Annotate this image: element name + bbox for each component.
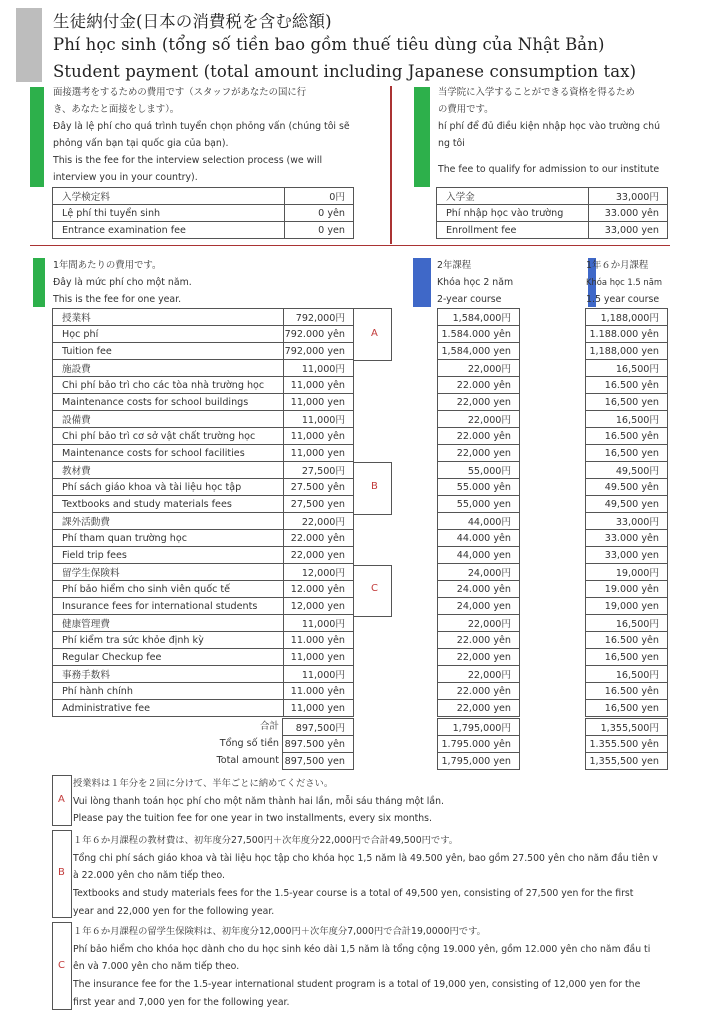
fifteen-year-fee-table: [585, 308, 668, 717]
fee-value-one-year: 27.500 yên: [284, 479, 354, 496]
annual-accent-bar: [33, 258, 45, 307]
fee-value-two-year: 24,000 yen: [438, 598, 520, 615]
table-row: [53, 700, 354, 717]
fee-value-one-year: 792.000 yên: [284, 326, 354, 343]
table-row: [438, 513, 520, 530]
table-row: [586, 479, 668, 496]
fee-label: Entrance examination fee: [53, 222, 285, 239]
fee-label: Field trip fees: [53, 547, 284, 564]
table-row: [438, 632, 520, 649]
table-row: [438, 683, 520, 700]
table-row: [438, 309, 520, 326]
table-row: [438, 462, 520, 479]
table-row: [438, 326, 520, 343]
fee-label: Học phí: [53, 326, 284, 343]
interview-line: き、あなたと面接をします）。: [53, 104, 180, 115]
fee-value-one-year: 27,500円: [284, 462, 354, 479]
fee-label: Chi phí bảo trì cơ sở vật chất trường học: [53, 428, 284, 445]
fee-value: 0 yên: [285, 205, 354, 222]
note-b: [73, 832, 658, 920]
table-row: [586, 666, 668, 683]
fee-value-fifteen-year: 33,000 yen: [586, 547, 668, 564]
fee-value-fifteen-year: 16.500 yên: [586, 683, 668, 700]
fee-value-one-year: 11,000 yen: [284, 700, 354, 717]
annual-line: This is the fee for one year.: [53, 294, 182, 305]
totals-2yr-table: [437, 718, 520, 770]
annual-line: Đây là mức phí cho một năm.: [53, 277, 192, 288]
note-line: Vui lòng thanh toán học phí cho một năm thành hai lần, mỗi sáu tháng một lần.: [73, 795, 444, 807]
note-line: 授業料は１年分を２回に分けて、半年ごとに納めてください。: [73, 778, 334, 789]
table-row: [53, 479, 354, 496]
fee-value-two-year: 44.000 yên: [438, 530, 520, 547]
total-value-fifteen-year: 1,355,500 yen: [586, 753, 668, 770]
note-line: １年６か月課程の教材費は、初年度分27,500円＋次年度分22,000円で合計49,500円です。: [73, 835, 459, 846]
fee-value-two-year: 1,584,000 yen: [438, 343, 520, 360]
fee-value-fifteen-year: 1.188.000 yên: [586, 326, 668, 343]
fee-label: 入学検定料: [53, 188, 285, 205]
table-row: [438, 736, 520, 753]
table-row: [438, 581, 520, 598]
interview-line: Đây là lệ phí cho quá trình tuyển chọn phỏng vấn (chúng tôi sẽ: [53, 121, 350, 132]
course-15yr-line: 1年６か月課程: [586, 260, 649, 271]
fee-label: Enrollment fee: [437, 222, 589, 239]
fee-value-fifteen-year: 16,500円: [586, 615, 668, 632]
course-2yr-line: 2年課程: [437, 260, 472, 271]
course-2yr-accent-bar: [413, 258, 431, 307]
total-label: Total amount: [216, 755, 279, 766]
note-line: first year and 7,000 yen for the following year.: [73, 996, 290, 1008]
interview-accent-bar: [30, 87, 44, 187]
fee-value-two-year: 22,000円: [438, 411, 520, 428]
interview-line: interview you in your country).: [53, 172, 198, 183]
course-15yr-line: Khóa học 1.5 năm: [586, 277, 662, 287]
note-c: [73, 923, 650, 1011]
table-row: [586, 394, 668, 411]
admission-line: 当学院に入学することができる資格を得るため: [438, 87, 635, 98]
fee-value-fifteen-year: 49.500 yên: [586, 479, 668, 496]
table-row: [586, 377, 668, 394]
note-line: ên và 7.000 yên cho năm tiếp theo.: [73, 961, 240, 973]
table-row: [438, 615, 520, 632]
table-row: [438, 411, 520, 428]
table-row: [53, 564, 354, 581]
fee-value-fifteen-year: 1,188,000 yen: [586, 343, 668, 360]
interview-line: This is the fee for the interview selection process (we will: [53, 155, 323, 166]
table-row: [53, 326, 354, 343]
table-row: [53, 547, 354, 564]
fee-value-two-year: 44,000円: [438, 513, 520, 530]
table-row: [437, 205, 668, 222]
fee-value-fifteen-year: 16.500 yên: [586, 632, 668, 649]
table-row: [53, 666, 354, 683]
totals-15yr-table: [585, 718, 668, 770]
marker-b: B: [371, 481, 378, 492]
title-japanese: 生徒納付金(日本の消費税を含む総額): [53, 12, 332, 31]
table-row: [283, 736, 354, 753]
note-line: Tổng chi phí sách giáo khoa và tài liệu học tập cho khóa học 1,5 năm là 49.500 yên, bao gồm 27.500 yên cho năm đầu tiên v: [73, 852, 658, 864]
fee-label: 教材費: [53, 462, 284, 479]
fee-value-two-year: 22,000 yen: [438, 394, 520, 411]
fee-value-two-year: 22,000円: [438, 615, 520, 632]
table-row: [53, 343, 354, 360]
fee-value-two-year: 22.000 yên: [438, 683, 520, 700]
fee-value-fifteen-year: 16,500 yen: [586, 445, 668, 462]
interview-description: [53, 84, 350, 186]
table-row: [437, 222, 668, 239]
fee-value-two-year: 1,584,000円: [438, 309, 520, 326]
fee-value-two-year: 24.000 yên: [438, 581, 520, 598]
annual-description: [53, 257, 192, 308]
fee-value-one-year: 11,000円: [284, 411, 354, 428]
fee-value: 33,000 yen: [589, 222, 668, 239]
admission-line: の費用です。: [438, 104, 494, 115]
fee-value-two-year: 22,000円: [438, 666, 520, 683]
fee-label: Phí sách giáo khoa và tài liệu học tập: [53, 479, 284, 496]
table-row: [53, 428, 354, 445]
fee-value-one-year: 27,500 yen: [284, 496, 354, 513]
table-row: [586, 736, 668, 753]
table-row: [438, 445, 520, 462]
fee-label: Phí nhập học vào trường: [437, 205, 589, 222]
fee-value-one-year: 22,000円: [284, 513, 354, 530]
total-value-fifteen-year: 1,355,500円: [586, 719, 668, 736]
table-row: [438, 377, 520, 394]
table-row: [438, 719, 520, 736]
fee-value-one-year: 11.000 yên: [284, 683, 354, 700]
table-row: [586, 581, 668, 598]
total-label: 合計: [259, 721, 279, 732]
table-row: [586, 428, 668, 445]
note-line: à 22.000 yên cho năm tiếp theo.: [73, 870, 225, 882]
admission-line: The fee to qualify for admission to our institute: [438, 164, 660, 175]
fee-value-two-year: 55.000 yên: [438, 479, 520, 496]
table-row: [438, 666, 520, 683]
table-row: [438, 547, 520, 564]
fee-value-two-year: 55,000円: [438, 462, 520, 479]
note-line: Phí bảo hiểm cho khóa học dành cho du học sinh kéo dài 1,5 năm là tổng cộng 19.000 yên, gồm 12.000 yên cho năm đầu ti: [73, 943, 651, 955]
fee-label: Maintenance costs for school facilities: [53, 445, 284, 462]
fee-value-two-year: 1.584.000 yên: [438, 326, 520, 343]
total-label: Tổng số tiền: [219, 738, 279, 749]
admission-accent-bar: [414, 87, 430, 187]
fee-label: Regular Checkup fee: [53, 649, 284, 666]
table-row: [586, 530, 668, 547]
table-row: [53, 598, 354, 615]
interview-line: 面接選考をするための費用です（スタッフがあなたの国に行: [53, 87, 307, 98]
fee-value-fifteen-year: 49,500円: [586, 462, 668, 479]
note-line: １年６か月課程の留学生保険料は、初年度分12,000円＋次年度分7,000円で合計19,0000円です。: [73, 926, 486, 937]
table-row: [586, 360, 668, 377]
fee-label: Chi phí bảo trì cho các tòa nhà trường học: [53, 377, 284, 394]
table-row: [586, 753, 668, 770]
fee-value-two-year: 22.000 yên: [438, 632, 520, 649]
fee-value-two-year: 24,000円: [438, 564, 520, 581]
fee-value-fifteen-year: 16,500 yen: [586, 649, 668, 666]
fee-value-two-year: 22,000円: [438, 360, 520, 377]
table-row: [53, 530, 354, 547]
course-2yr-line: Khóa học 2 năm: [437, 277, 514, 288]
fee-value: 33,000円: [589, 188, 668, 205]
fee-value-fifteen-year: 16,500円: [586, 411, 668, 428]
fee-value-one-year: 11,000 yen: [284, 649, 354, 666]
interview-line: phỏng vấn bạn tại quốc gia của bạn).: [53, 138, 229, 149]
fee-value-one-year: 11,000円: [284, 360, 354, 377]
fee-value: 33.000 yên: [589, 205, 668, 222]
header-gray-bar: [16, 8, 42, 82]
fee-value-fifteen-year: 16,500円: [586, 666, 668, 683]
fee-value-one-year: 11,000 yên: [284, 377, 354, 394]
fee-label: Lệ phí thi tuyển sinh: [53, 205, 285, 222]
total-value-two-year: 1,795,000円: [438, 719, 520, 736]
two-year-fee-table: [437, 308, 520, 717]
fee-label: 入学金: [437, 188, 589, 205]
table-row: [586, 598, 668, 615]
table-row: [586, 719, 668, 736]
table-row: [438, 428, 520, 445]
table-row: [586, 496, 668, 513]
fee-value-one-year: 22,000 yen: [284, 547, 354, 564]
fee-value-two-year: 22,000 yen: [438, 700, 520, 717]
fee-value-fifteen-year: 1,188,000円: [586, 309, 668, 326]
course-15yr-line: 1.5 year course: [586, 294, 660, 305]
table-row: [53, 309, 354, 326]
fee-value-one-year: 11,000円: [284, 666, 354, 683]
table-row: [438, 700, 520, 717]
fee-value-fifteen-year: 16,500円: [586, 360, 668, 377]
table-row: [586, 683, 668, 700]
total-value-one-year: 897,500円: [283, 719, 354, 736]
interview-fee-table: [52, 187, 354, 239]
fee-label: Insurance fees for international students: [53, 598, 284, 615]
table-row: [586, 564, 668, 581]
table-row: [586, 462, 668, 479]
table-row: [53, 462, 354, 479]
total-value-one-year: 897.500 yên: [283, 736, 354, 753]
course-2yr-header: [437, 257, 513, 308]
table-row: [438, 753, 520, 770]
table-row: [586, 513, 668, 530]
table-row: [438, 360, 520, 377]
fee-label: 課外活動費: [53, 513, 284, 530]
fee-value-fifteen-year: 49,500 yen: [586, 496, 668, 513]
fee-value-one-year: 12,000円: [284, 564, 354, 581]
table-row: [53, 649, 354, 666]
table-row: [53, 222, 354, 239]
table-row: [586, 632, 668, 649]
table-row: [586, 326, 668, 343]
total-value-fifteen-year: 1.355.500 yên: [586, 736, 668, 753]
table-row: [53, 394, 354, 411]
fee-value-two-year: 22,000 yen: [438, 445, 520, 462]
table-row: [438, 530, 520, 547]
course-15yr-header: [586, 257, 662, 308]
fee-value-one-year: 11,000 yên: [284, 428, 354, 445]
table-row: [586, 309, 668, 326]
fee-label: 事務手数料: [53, 666, 284, 683]
table-row: [53, 513, 354, 530]
fee-value: 0円: [285, 188, 354, 205]
fee-value-fifteen-year: 19.000 yên: [586, 581, 668, 598]
fee-label: 授業料: [53, 309, 284, 326]
totals-year-table: [282, 718, 354, 770]
fee-label: Phí kiểm tra sức khỏe định kỳ: [53, 632, 284, 649]
fee-value-one-year: 11,000円: [284, 615, 354, 632]
fee-value-fifteen-year: 19,000 yen: [586, 598, 668, 615]
title-vietnamese: Phí học sinh (tổng số tiền bao gồm thuế tiêu dùng của Nhật Bản): [53, 35, 605, 54]
marker-c: C: [371, 583, 378, 594]
fee-value-one-year: 11,000 yen: [284, 445, 354, 462]
table-row: [53, 581, 354, 598]
note-line: year and 22,000 yen for the following year.: [73, 905, 275, 917]
marker-a: A: [371, 328, 378, 339]
fee-label: 設備費: [53, 411, 284, 428]
table-row: [438, 496, 520, 513]
table-row: [53, 360, 354, 377]
fee-value-one-year: 792,000 yen: [284, 343, 354, 360]
fee-value-one-year: 11.000 yên: [284, 632, 354, 649]
table-row: [283, 753, 354, 770]
annual-line: 1年間あたりの費用です。: [53, 260, 162, 271]
table-row: [53, 683, 354, 700]
table-row: [53, 615, 354, 632]
table-row: [53, 377, 354, 394]
table-row: [438, 649, 520, 666]
totals-labels: [200, 718, 282, 769]
table-row: [586, 445, 668, 462]
table-row: [53, 411, 354, 428]
table-row: [283, 719, 354, 736]
note-a-marker: A: [58, 794, 65, 805]
fee-value-one-year: 792,000円: [284, 309, 354, 326]
table-row: [586, 615, 668, 632]
admission-description: [438, 84, 660, 178]
fee-value-two-year: 44,000 yen: [438, 547, 520, 564]
fee-value-one-year: 12,000 yen: [284, 598, 354, 615]
fee-label: Phí bảo hiểm cho sinh viên quốc tế: [53, 581, 284, 598]
table-row: [437, 188, 668, 205]
fee-value-two-year: 22,000 yen: [438, 649, 520, 666]
fee-value-two-year: 55,000 yen: [438, 496, 520, 513]
table-row: [586, 547, 668, 564]
fee-value-one-year: 12.000 yên: [284, 581, 354, 598]
section-divider-vertical: [390, 86, 392, 244]
note-a: [73, 775, 444, 828]
table-row: [438, 394, 520, 411]
table-row: [53, 188, 354, 205]
fee-label: 健康管理費: [53, 615, 284, 632]
table-row: [53, 632, 354, 649]
note-line: Please pay the tuition fee for one year in two installments, every six months.: [73, 813, 432, 825]
fee-value-fifteen-year: 33,000円: [586, 513, 668, 530]
fee-value-one-year: 11,000 yen: [284, 394, 354, 411]
table-row: [586, 411, 668, 428]
course-2yr-line: 2-year course: [437, 294, 502, 305]
fee-value-fifteen-year: 16.500 yên: [586, 428, 668, 445]
fee-value-two-year: 22.000 yên: [438, 428, 520, 445]
table-row: [438, 343, 520, 360]
fee-value-fifteen-year: 16.500 yên: [586, 377, 668, 394]
fee-value-fifteen-year: 19,000円: [586, 564, 668, 581]
admission-line: ng tôi: [438, 138, 465, 149]
table-row: [438, 479, 520, 496]
table-row: [586, 343, 668, 360]
table-row: [438, 598, 520, 615]
fee-label: 施設費: [53, 360, 284, 377]
table-row: [438, 564, 520, 581]
fee-value-fifteen-year: 33.000 yên: [586, 530, 668, 547]
fee-label: Administrative fee: [53, 700, 284, 717]
note-line: The insurance fee for the 1.5-year international student program is a total of 19,000 yen, consisting of 12,000 yen for the: [73, 979, 641, 991]
fee-value: 0 yen: [285, 222, 354, 239]
fee-value-one-year: 22.000 yên: [284, 530, 354, 547]
table-row: [586, 649, 668, 666]
admission-fee-table: [436, 187, 668, 239]
total-value-two-year: 1,795,000 yen: [438, 753, 520, 770]
total-value-one-year: 897,500 yen: [283, 753, 354, 770]
admission-line: hí phí để đủ điều kiện nhập học vào trường chú: [438, 121, 661, 132]
table-row: [53, 496, 354, 513]
fee-value-fifteen-year: 16,500 yen: [586, 700, 668, 717]
table-row: [53, 205, 354, 222]
fee-value-two-year: 22.000 yên: [438, 377, 520, 394]
table-row: [586, 700, 668, 717]
note-b-marker: B: [58, 867, 65, 878]
note-c-marker: C: [58, 960, 65, 971]
annual-fee-table: [52, 308, 354, 717]
fee-label: Textbooks and study materials fees: [53, 496, 284, 513]
fee-label: Maintenance costs for school buildings: [53, 394, 284, 411]
fee-label: Phí hành chính: [53, 683, 284, 700]
fee-label: 留学生保険料: [53, 564, 284, 581]
title-english: Student payment (total amount including Japanese consumption tax): [53, 62, 637, 81]
section-divider-horizontal: [30, 245, 670, 246]
fee-value-fifteen-year: 16,500 yen: [586, 394, 668, 411]
fee-label: Phí tham quan trường học: [53, 530, 284, 547]
table-row: [53, 445, 354, 462]
fee-label: Tuition fee: [53, 343, 284, 360]
note-line: Textbooks and study materials fees for the 1.5-year course is a total of 49,500 yen, consisting of 27,500 yen for the first: [73, 888, 634, 900]
total-value-two-year: 1.795.000 yên: [438, 736, 520, 753]
